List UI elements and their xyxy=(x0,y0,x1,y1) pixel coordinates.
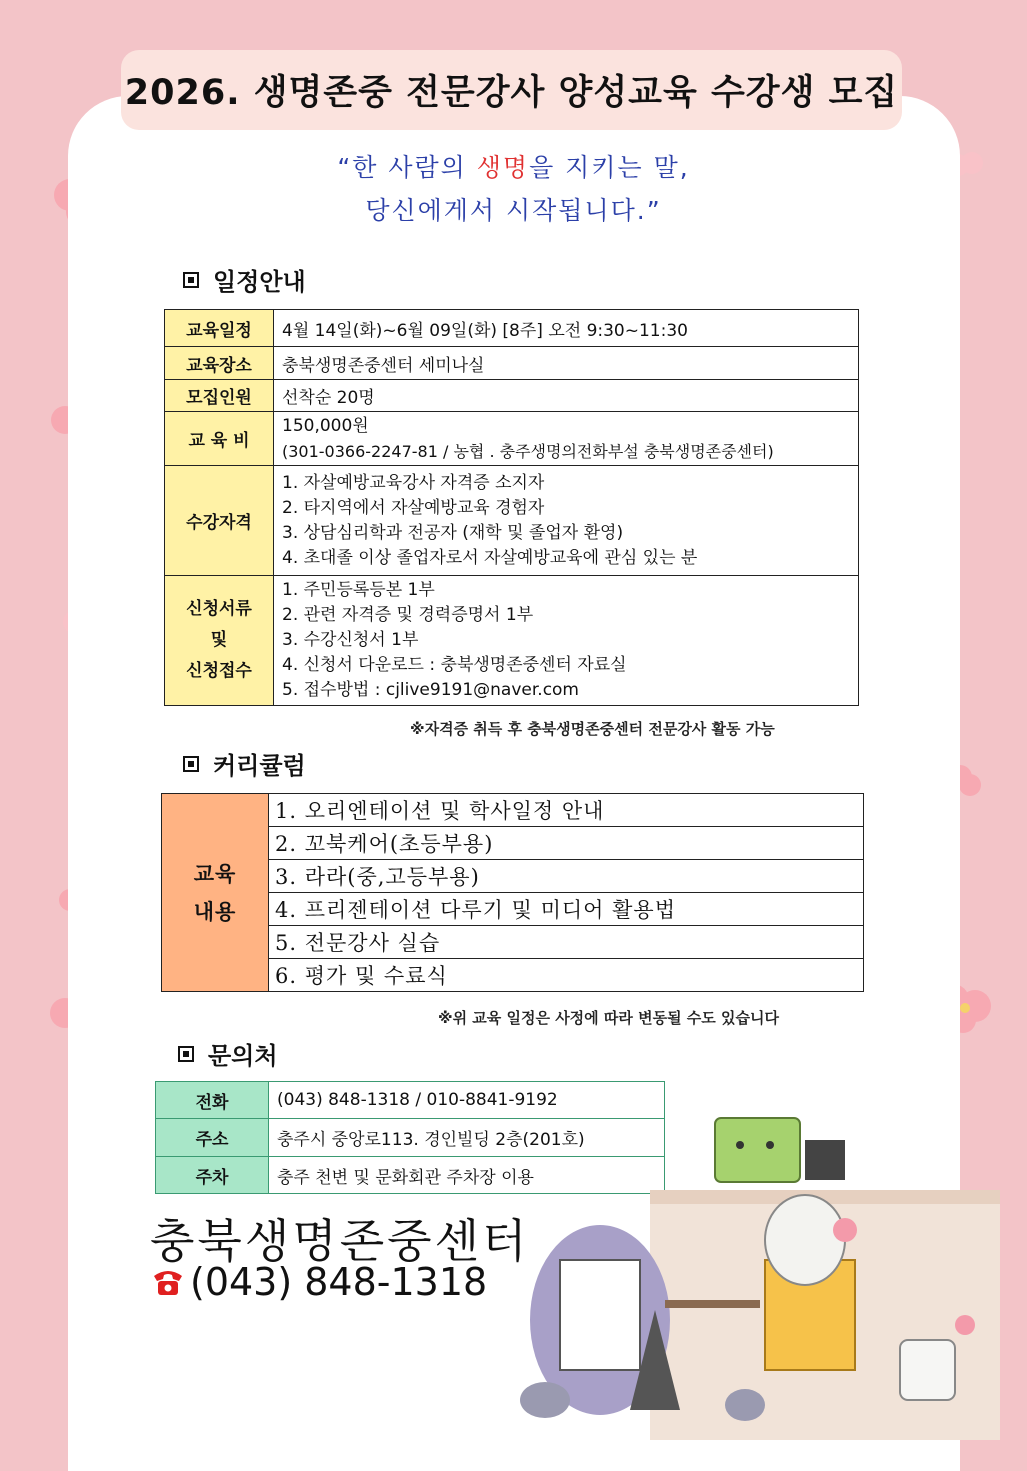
list-item: 3. 수강신청서 1부 xyxy=(282,630,419,650)
curriculum-item: 6. 평가 및 수료식 xyxy=(269,959,864,992)
curriculum-heading xyxy=(183,746,306,781)
cafe-illustration xyxy=(505,1110,1005,1440)
section-title: 문의처 xyxy=(208,1042,278,1070)
square-bullet-icon xyxy=(183,756,199,772)
fee-account: (301-0366-2247-81 / 농협 . 충주생명의전화부설 충북생명존중센터) xyxy=(282,441,774,461)
table-row xyxy=(165,576,859,706)
section-title: 일정안내 xyxy=(213,268,306,296)
row-value xyxy=(274,466,859,576)
label-line: 신청접수 xyxy=(186,661,252,681)
parking-value: 충주 천변 및 문화회관 주차장 이용 xyxy=(269,1157,665,1194)
square-bullet-icon xyxy=(183,272,199,288)
schedule-note: ※자격증 취득 후 충북생명존중센터 전문강사 활동 가능 xyxy=(410,720,775,738)
page-title: 2026. 생명존중 전문강사 양성교육 수강생 모집 xyxy=(121,50,902,130)
curriculum-item: 1. 오리엔테이션 및 학사일정 안내 xyxy=(269,794,864,827)
center-phone-number: (043) 848-1318 xyxy=(190,1260,488,1304)
quote-text: 을 지키는 말, xyxy=(529,153,690,182)
section-title: 커리큘럼 xyxy=(213,752,306,780)
label-line: 내용 xyxy=(193,898,237,924)
row-label: 주소 xyxy=(156,1119,269,1157)
row-label: 전화 xyxy=(156,1082,269,1119)
center-name: 충북생명존중센터 xyxy=(150,1214,530,1268)
contact-heading xyxy=(178,1036,278,1071)
curriculum-item: 5. 전문강사 실습 xyxy=(269,926,864,959)
row-label: 교육일정 xyxy=(165,310,274,347)
curriculum-table xyxy=(161,793,864,992)
square-bullet-icon xyxy=(178,1046,194,1062)
fee-amount: 150,000원 xyxy=(282,415,369,436)
row-value xyxy=(274,412,859,466)
row-value: 충북생명존중센터 세미나실 xyxy=(274,347,859,380)
schedule-table xyxy=(164,309,859,706)
table-row xyxy=(165,310,859,347)
phone-value: (043) 848-1318 / 010-8841-9192 xyxy=(269,1082,665,1119)
table-row xyxy=(165,412,859,466)
curriculum-label xyxy=(162,794,269,992)
label-line: 및 xyxy=(210,630,228,650)
table-row xyxy=(165,347,859,380)
row-label: 교 육 비 xyxy=(165,412,274,466)
row-label: 교육장소 xyxy=(165,347,274,380)
quote-text: “한 사람의 xyxy=(337,153,477,182)
row-label xyxy=(165,576,274,706)
list-item: 1. 자살예방교육강사 자격증 소지자 xyxy=(282,472,545,493)
telephone-icon xyxy=(150,1264,186,1300)
quote-highlight: 생명 xyxy=(476,153,530,182)
row-label: 수강자격 xyxy=(165,466,274,576)
schedule-heading xyxy=(183,262,306,297)
table-row xyxy=(162,794,864,827)
address-value: 충주시 중앙로113. 경인빌딩 2층(201호) xyxy=(269,1119,665,1157)
curriculum-note: ※위 교육 일정은 사정에 따라 변동될 수도 있습니다 xyxy=(438,1009,779,1027)
row-value: 4월 14일(화)~6월 09일(화) [8주] 오전 9:30~11:30 xyxy=(274,310,859,347)
list-item: 2. 타지역에서 자살예방교육 경험자 xyxy=(282,497,545,518)
center-phone xyxy=(150,1260,487,1304)
label-line: 신청서류 xyxy=(186,599,252,619)
curriculum-item: 2. 꼬북케어(초등부용) xyxy=(269,827,864,860)
label-line: 교육 xyxy=(193,860,237,886)
list-item: 3. 상담심리학과 전공자 (재학 및 졸업자 환영) xyxy=(282,522,624,543)
list-item: 2. 관련 자격증 및 경력증명서 1부 xyxy=(282,605,534,625)
table-row xyxy=(165,466,859,576)
row-label: 주차 xyxy=(156,1157,269,1194)
table-row xyxy=(165,380,859,412)
row-value xyxy=(274,576,859,706)
list-item: 5. 접수방법 : cjlive9191@naver.com xyxy=(282,680,579,700)
list-item: 4. 초대졸 이상 졸업자로서 자살예방교육에 관심 있는 분 xyxy=(282,547,698,568)
list-item: 4. 신청서 다운로드 : 충북생명존중센터 자료실 xyxy=(282,655,627,675)
quote-line-2: 당신에게서 시작됩니다.” xyxy=(365,196,662,225)
quote-line-1 xyxy=(200,148,827,184)
curriculum-item: 4. 프리젠테이션 다루기 및 미디어 활용법 xyxy=(269,893,864,926)
row-value: 선착순 20명 xyxy=(274,380,859,412)
row-label: 모집인원 xyxy=(165,380,274,412)
list-item: 1. 주민등록등본 1부 xyxy=(282,580,435,600)
curriculum-item: 3. 라라(중,고등부용) xyxy=(269,860,864,893)
